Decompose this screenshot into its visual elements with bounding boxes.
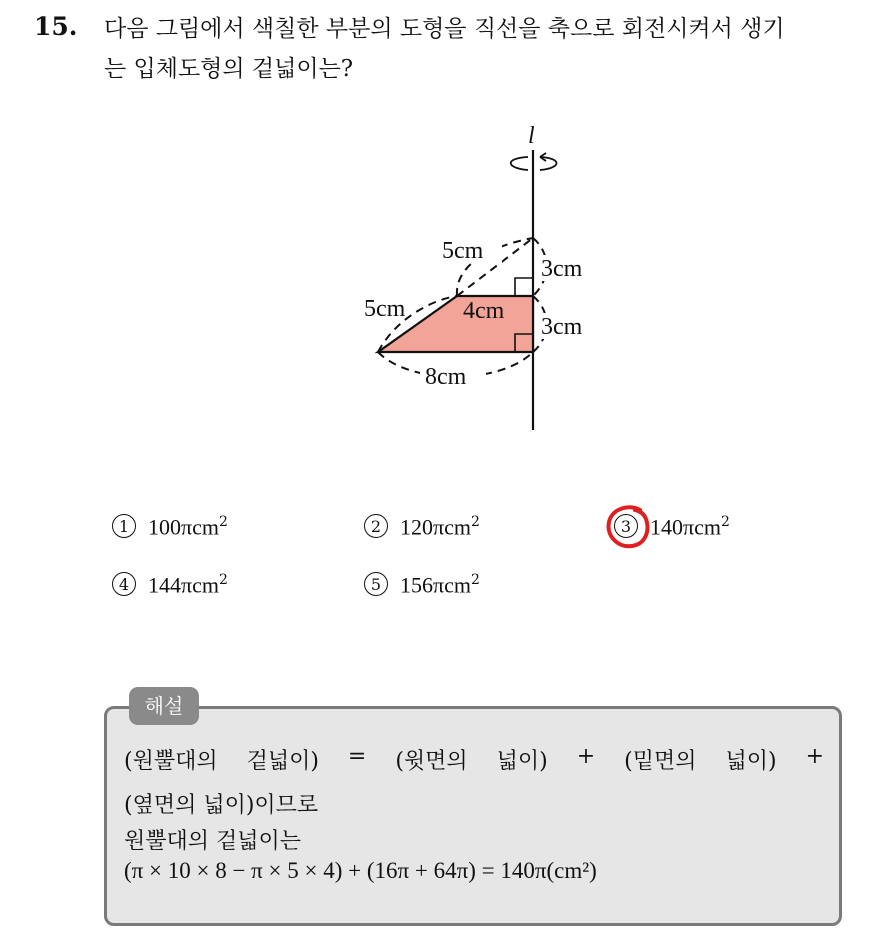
explanation-line-2: (옆면의 넓이)이므로 (124, 793, 319, 818)
explanation-formula: (π × 10 × 8 − π × 5 × 4) + (16π + 64π) = 140π(cm²) (124, 858, 597, 883)
choice-2[interactable]: 2 120πcm$^2$ (364, 514, 480, 540)
choice-value-1: 100πcm (148, 514, 219, 540)
choice-number-5: 5 (364, 572, 388, 596)
answer-mark-circle (602, 502, 654, 554)
right-angle-mark-top (515, 278, 533, 296)
label-bottom-edge: 8cm (425, 364, 467, 390)
label-slant-side: 5cm (364, 296, 406, 322)
question-text-line-2: 는 입체도형의 겉넓이는? (104, 56, 354, 82)
choice-5[interactable]: 5 156πcm$^2$ (364, 572, 480, 598)
choice-1[interactable]: 1 100πcm$^2$ (112, 514, 228, 540)
choice-number-4: 4 (112, 572, 136, 596)
choice-4[interactable]: 4 144πcm$^2$ (112, 572, 228, 598)
choice-value-5: 156πcm (400, 572, 471, 598)
explanation-line-1: (원뿔대의 겉넓이) = (윗면의 넓이) + (밑면의 넓이) + (124, 744, 824, 774)
choice-value-2: 120πcm (400, 514, 471, 540)
question-number: 15. (34, 12, 78, 41)
choice-number-2: 2 (364, 514, 388, 538)
choice-value-4: 144πcm (148, 572, 219, 598)
explanation-tag: 해설 (129, 687, 199, 725)
choice-3[interactable]: 3 140πcm$^2$ (614, 514, 730, 540)
choice-value-3: 140πcm (650, 514, 721, 540)
choice-number-3: 3 (614, 514, 638, 538)
axis-label: l (528, 123, 535, 149)
choice-number-1: 1 (112, 514, 136, 538)
explanation-line-3: 원뿔대의 겉넓이는 (124, 829, 302, 854)
label-upper-height: 3cm (541, 256, 583, 282)
label-slant-top: 5cm (442, 238, 484, 264)
label-lower-height: 3cm (541, 314, 583, 340)
question-text-line-1: 다음 그림에서 색칠한 부분의 도형을 직선을 축으로 회전시켜서 생기 (104, 16, 785, 42)
label-top-edge: 4cm (463, 298, 505, 324)
